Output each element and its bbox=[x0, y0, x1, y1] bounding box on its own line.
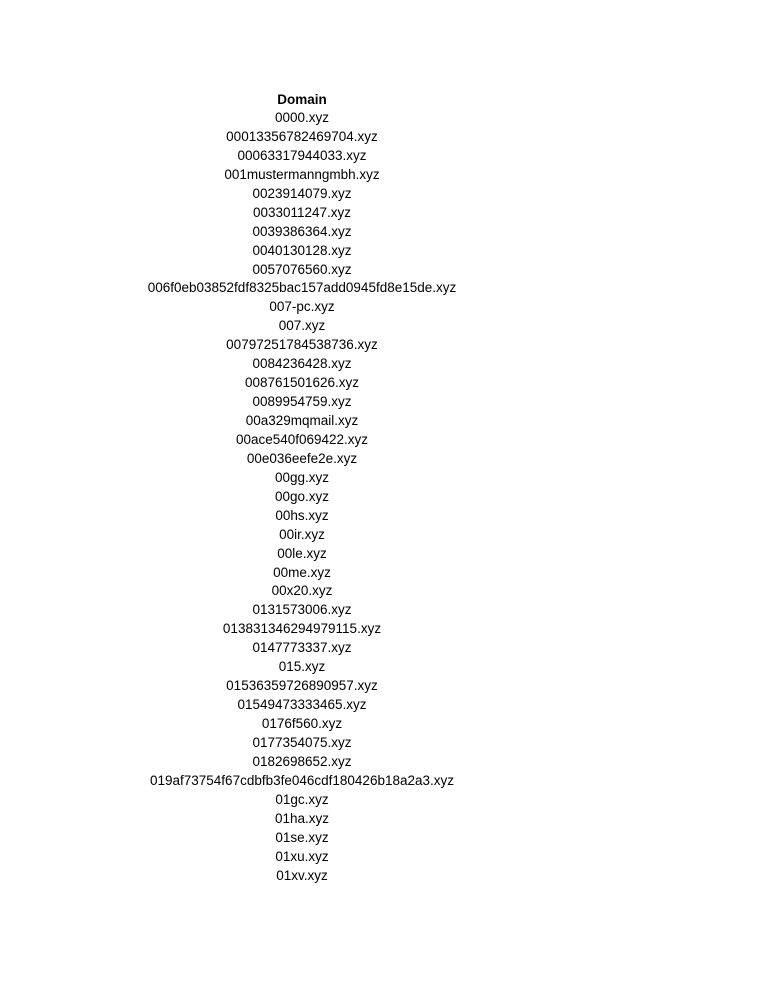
domain-row: 00go.xyz bbox=[274, 488, 330, 504]
domain-row: 01536359726890957.xyz bbox=[226, 678, 378, 694]
domain-row: 0057076560.xyz bbox=[252, 261, 352, 277]
domain-row: 0089954759.xyz bbox=[252, 394, 352, 410]
domain-row: 00797251784538736.xyz bbox=[226, 337, 378, 353]
domain-row: 01gc.xyz bbox=[275, 791, 329, 807]
domain-row: 01xu.xyz bbox=[275, 848, 329, 864]
domain-row: 0039386364.xyz bbox=[252, 223, 352, 239]
domain-row: 00ace540f069422.xyz bbox=[235, 431, 369, 447]
domain-row: 00le.xyz bbox=[277, 545, 327, 561]
domain-row: 01se.xyz bbox=[275, 829, 329, 845]
domain-row: 0176f560.xyz bbox=[261, 716, 343, 731]
domain-row: 001mustermanngmbh.xyz bbox=[224, 166, 380, 182]
domain-row: 008761501626.xyz bbox=[244, 375, 360, 391]
domain-row: 00x20.xyz bbox=[271, 583, 333, 599]
domain-row: 007-pc.xyz bbox=[269, 299, 335, 315]
domain-row: 00me.xyz bbox=[273, 564, 331, 580]
domain-row: 0131573006.xyz bbox=[252, 602, 352, 618]
domain-row: 0033011247.xyz bbox=[252, 204, 352, 220]
column-header-domain: Domain bbox=[277, 92, 327, 107]
domain-row: 013831346294979115.xyz bbox=[222, 621, 382, 637]
domain-row: 00013356782469704.xyz bbox=[226, 128, 378, 144]
domain-row: 0177354075.xyz bbox=[252, 734, 352, 750]
domain-row: 00a329mqmail.xyz bbox=[245, 413, 359, 428]
domain-row: 00ir.xyz bbox=[279, 526, 325, 542]
domain-row: 0182698652.xyz bbox=[252, 753, 352, 769]
domain-row: 00hs.xyz bbox=[275, 507, 329, 523]
domain-row: 0040130128.xyz bbox=[252, 242, 352, 258]
domain-row: 019af73754f67cdbfb3fe046cdf180426b18a2a3.xyz bbox=[149, 772, 455, 788]
domain-row: 0084236428.xyz bbox=[252, 356, 352, 372]
domain-row: 006f0eb03852fdf8325bac157add0945fd8e15de.xyz bbox=[147, 280, 457, 296]
domain-row: 01ha.xyz bbox=[274, 810, 330, 826]
domain-row: 0023914079.xyz bbox=[252, 185, 352, 201]
domain-table bbox=[0, 90, 604, 885]
domain-row: 0000.xyz bbox=[274, 110, 330, 125]
domain-row: 007.xyz bbox=[278, 318, 326, 334]
domain-row: 015.xyz bbox=[278, 659, 326, 675]
domain-list bbox=[0, 109, 604, 885]
domain-row: 00gg.xyz bbox=[274, 469, 330, 485]
domain-row: 01xv.xyz bbox=[276, 867, 328, 883]
domain-row: 00e036eefe2e.xyz bbox=[246, 450, 358, 466]
domain-row: 0147773337.xyz bbox=[252, 640, 352, 656]
domain-row: 01549473333465.xyz bbox=[237, 697, 367, 713]
domain-row: 00063317944033.xyz bbox=[237, 147, 367, 163]
